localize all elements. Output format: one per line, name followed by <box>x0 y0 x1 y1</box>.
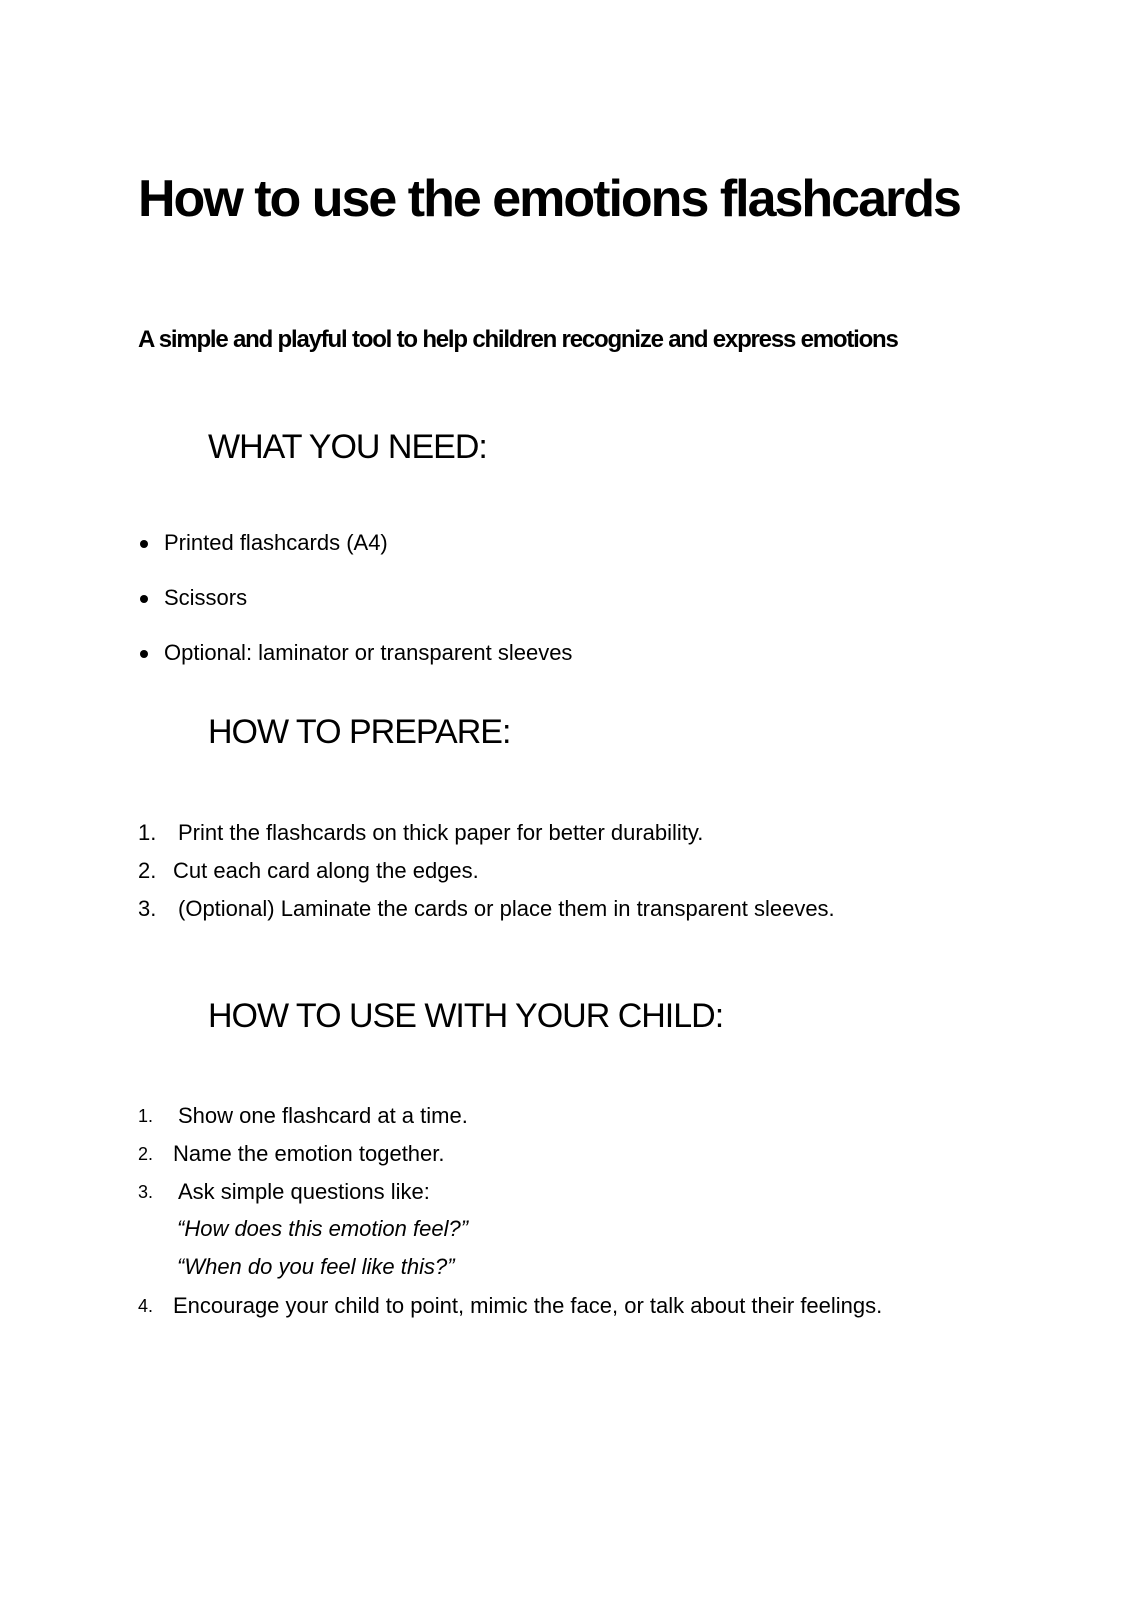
step-text: Ask simple questions like: <box>178 1179 430 1204</box>
step-text: Cut each card along the edges. <box>173 858 479 883</box>
document-title: How to use the emotions flashcards <box>138 170 960 228</box>
bullet-icon <box>140 595 148 603</box>
example-question: “How does this emotion feel?” <box>177 1216 469 1241</box>
how-to-prepare-heading: HOW TO PREPARE: <box>208 713 511 751</box>
step-text: Name the emotion together. <box>173 1141 445 1166</box>
step-number: 1. <box>138 1106 154 1126</box>
step-number: 4. <box>138 1296 154 1316</box>
step-text: (Optional) Laminate the cards or place them in transparent sleeves. <box>178 896 835 921</box>
step-number: 2. <box>138 1144 154 1164</box>
what-you-need-list <box>138 530 572 695</box>
step-number: 3. <box>138 1182 154 1202</box>
step-text: Encourage your child to point, mimic the face, or talk about their feelings. <box>173 1293 883 1318</box>
what-you-need-heading: WHAT YOU NEED: <box>208 428 487 466</box>
step-text: Print the flashcards on thick paper for better durability. <box>178 820 704 845</box>
list-item-text: Optional: laminator or transparent sleeves <box>164 640 573 665</box>
bullet-icon <box>140 540 148 548</box>
how-to-use-heading: HOW TO USE WITH YOUR CHILD: <box>208 997 724 1035</box>
list-item-text: Printed flashcards (A4) <box>164 530 388 555</box>
list-item-text: Scissors <box>164 585 248 610</box>
document-subtitle: A simple and playful tool to help children recognize and express emotions <box>138 326 898 353</box>
bullet-icon <box>140 650 148 658</box>
list-item <box>138 640 572 695</box>
step-number: 3. <box>138 896 157 921</box>
example-question: “When do you feel like this?” <box>177 1254 455 1279</box>
step-number: 2. <box>138 858 157 883</box>
step-number: 1. <box>138 820 157 845</box>
step-text: Show one flashcard at a time. <box>178 1103 468 1128</box>
list-item <box>138 585 572 640</box>
list-item <box>138 530 572 585</box>
